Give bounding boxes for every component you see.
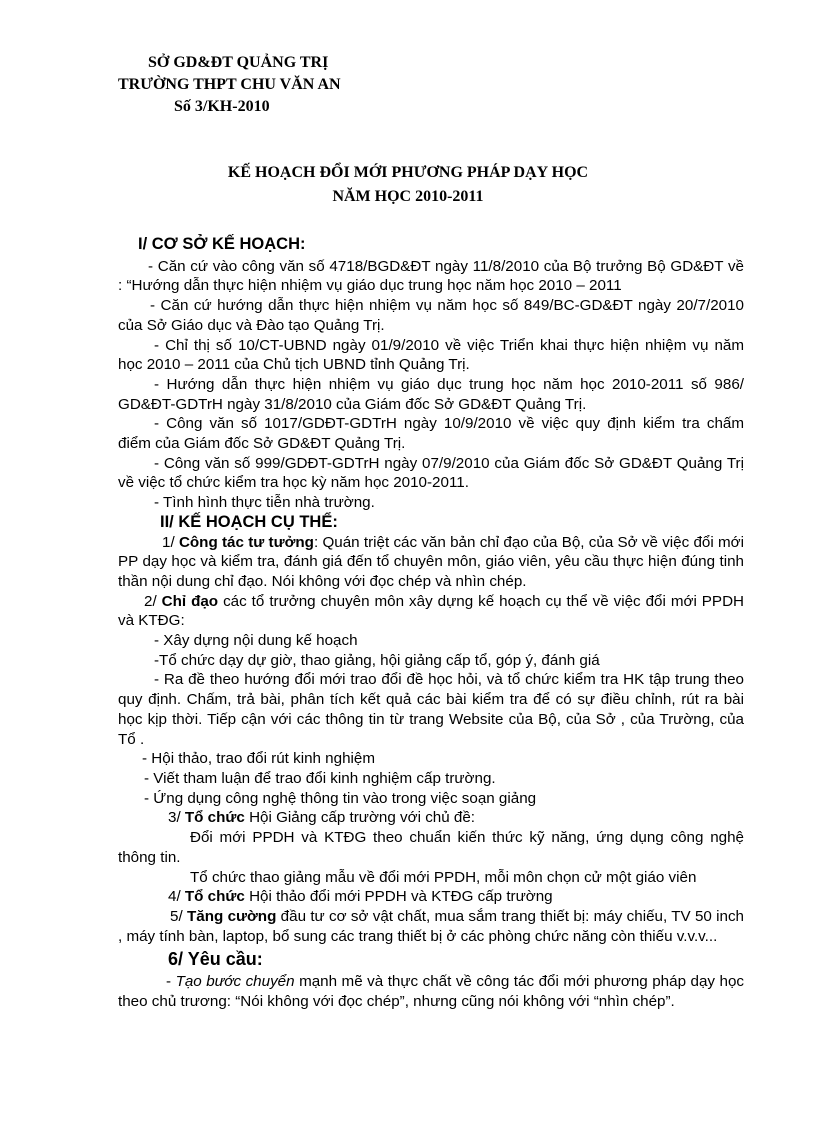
plan-item-3-keyword: Tổ chức: [184, 809, 245, 827]
basis-item-7: - Tình hình thực tiễn nhà trường.: [154, 494, 375, 512]
basis-item-6: - Công văn số 999/GDĐT-GDTrH ngày 07/9/2010 của Giám đốc Sở GD&ĐT Quảng Trị về việc tổ chức kiểm tra học kỳ năm học 2010-2011.: [118, 454, 744, 492]
school-year-title: NĂM HỌC 2010-2011: [332, 188, 484, 205]
plan-subitem: - Xây dựng nội dung kế hoạch: [154, 632, 358, 650]
plan-subitem: - Hội thảo, trao đổi rút kinh nghiệm: [142, 750, 375, 768]
plan-subitem: - Ra đề theo hướng đổi mới trao đổi đề học hỏi, và tổ chức kiểm tra HK tập trung theo quy định. Chấm, trả bài, phân tích kết quả các bài kiểm tra để có sự điều chỉnh, rút ra bài học kịp thời. Tiếp cận với các thông tin từ trang Website của Bộ, của Sở , của Trường, của Tổ .: [118, 671, 744, 748]
basis-item-1: - Căn cứ vào công văn số 4718/BGD&ĐT ngày 11/8/2010 của Bộ trưởng Bộ GD&ĐT về : “Hướng dẫn thực hiện nhiệm vụ giáo dục trung học năm học 2010 – 2011: [118, 257, 744, 295]
section-1-heading: I/ CƠ SỞ KẾ HOẠCH:: [138, 235, 306, 253]
plan-item-5-keyword: Tăng cường: [186, 907, 277, 925]
plan-item-1-keyword: Công tác tư tưởng: [178, 533, 314, 551]
plan-subitem: - Viết tham luận để trao đổi kinh nghiệm cấp trường.: [144, 769, 496, 787]
plan-item-5: 5/ Tăng cường đầu tư cơ sở vật chất, mua sắm trang thiết bị: máy chiếu, TV 50 inch , máy tính bàn, laptop, bổ sung các trang thiết bị ở các phòng chức năng còn thiếu v.v.v...: [118, 907, 745, 945]
basis-item-2: - Căn cứ hướng dẫn thực hiện nhiệm vụ năm học số 849/BC-GD&ĐT ngày 20/7/2010 của Sở Giáo dục và Đào tạo Quảng Trị.: [118, 297, 744, 334]
department-name: SỞ GD&ĐT QUẢNG TRỊ: [148, 54, 329, 71]
requirement-paragraph: - Tạo bước chuyển mạnh mẽ và thực chất về công tác đổi mới phương pháp dạy học theo chủ trương: “Nói không với đọc chép”, nhưng cũng nói không với “nhìn chép”.: [118, 973, 744, 1011]
plan-item-2: 2/ Chỉ đạo các tổ trưởng chuyên môn xây dựng kế hoạch cụ thể về việc đổi mới PPDH và KTĐG:: [118, 592, 745, 630]
plan-item-3-topic: Đổi mới PPDH và KTĐG theo chuẩn kiến thức kỹ năng, ứng dụng công nghệ thông tin.: [118, 829, 744, 866]
plan-item-2-keyword: Chỉ đạo: [161, 592, 219, 610]
plan-item-3-demo: Tổ chức thao giảng mẫu về đổi mới PPDH, mỗi môn chọn cử một giáo viên: [190, 868, 697, 886]
document-number: Số 3/KH-2010: [174, 98, 270, 115]
document-title: KẾ HOẠCH ĐỔI MỚI PHƯƠNG PHÁP DẠY HỌC: [227, 164, 589, 181]
plan-item-1: 1/ Công tác tư tưởng: Quán triệt các văn bản chỉ đạo của Bộ, của Sở về việc đổi mới PP dạy học và kiểm tra, đánh giá đến tổ chuyên môn, giáo viên, yêu cầu thực hiện đúng tinh thần nội dung chỉ đạo. Nói không với đọc chép và nhìn chép.: [118, 533, 745, 590]
section-6-heading: 6/ Yêu cầu:: [168, 949, 263, 970]
plan-item-3: 3/ Tổ chức Hội Giảng cấp trường với chủ đề:: [168, 809, 476, 827]
basis-item-3: - Chỉ thị số 10/CT-UBND ngày 01/9/2010 về việc Triển khai thực hiện nhiệm vụ năm học 2010 – 2011 của Chủ tịch UBND tỉnh Quảng Trị.: [118, 336, 744, 374]
plan-item-4-keyword: Tổ chức: [184, 888, 245, 906]
school-name: TRƯỜNG THPT CHU VĂN AN: [118, 76, 341, 93]
basis-item-5: - Công văn số 1017/GDĐT-GDTrH ngày 10/9/2010 về việc quy định kiểm tra chấm điểm của Giám đốc Sở GD&ĐT Quảng Trị.: [118, 415, 744, 453]
plan-subitem: -Tổ chức dạy dự giờ, thao giảng, hội giảng cấp tổ, góp ý, đánh giá: [154, 651, 600, 669]
plan-subitem: - Ứng dụng công nghệ thông tin vào trong việc soạn giảng: [144, 789, 537, 807]
section-2-heading: II/ KẾ HOẠCH CỤ THỂ:: [160, 512, 338, 531]
requirement-emphasis: Tạo bước chuyển: [175, 973, 295, 991]
plan-item-4: 4/ Tổ chức Hội thảo đổi mới PPDH và KTĐG cấp trường: [168, 888, 553, 906]
document-body: [118, 235, 744, 1012]
basis-item-4: - Hướng dẫn thực hiện nhiệm vụ giáo dục trung học năm học 2010-2011 số 986/ GD&ĐT-GDTrH ngày 31/8/2010 của Giám đốc Sở GD&ĐT Quảng Trị.: [118, 375, 744, 413]
